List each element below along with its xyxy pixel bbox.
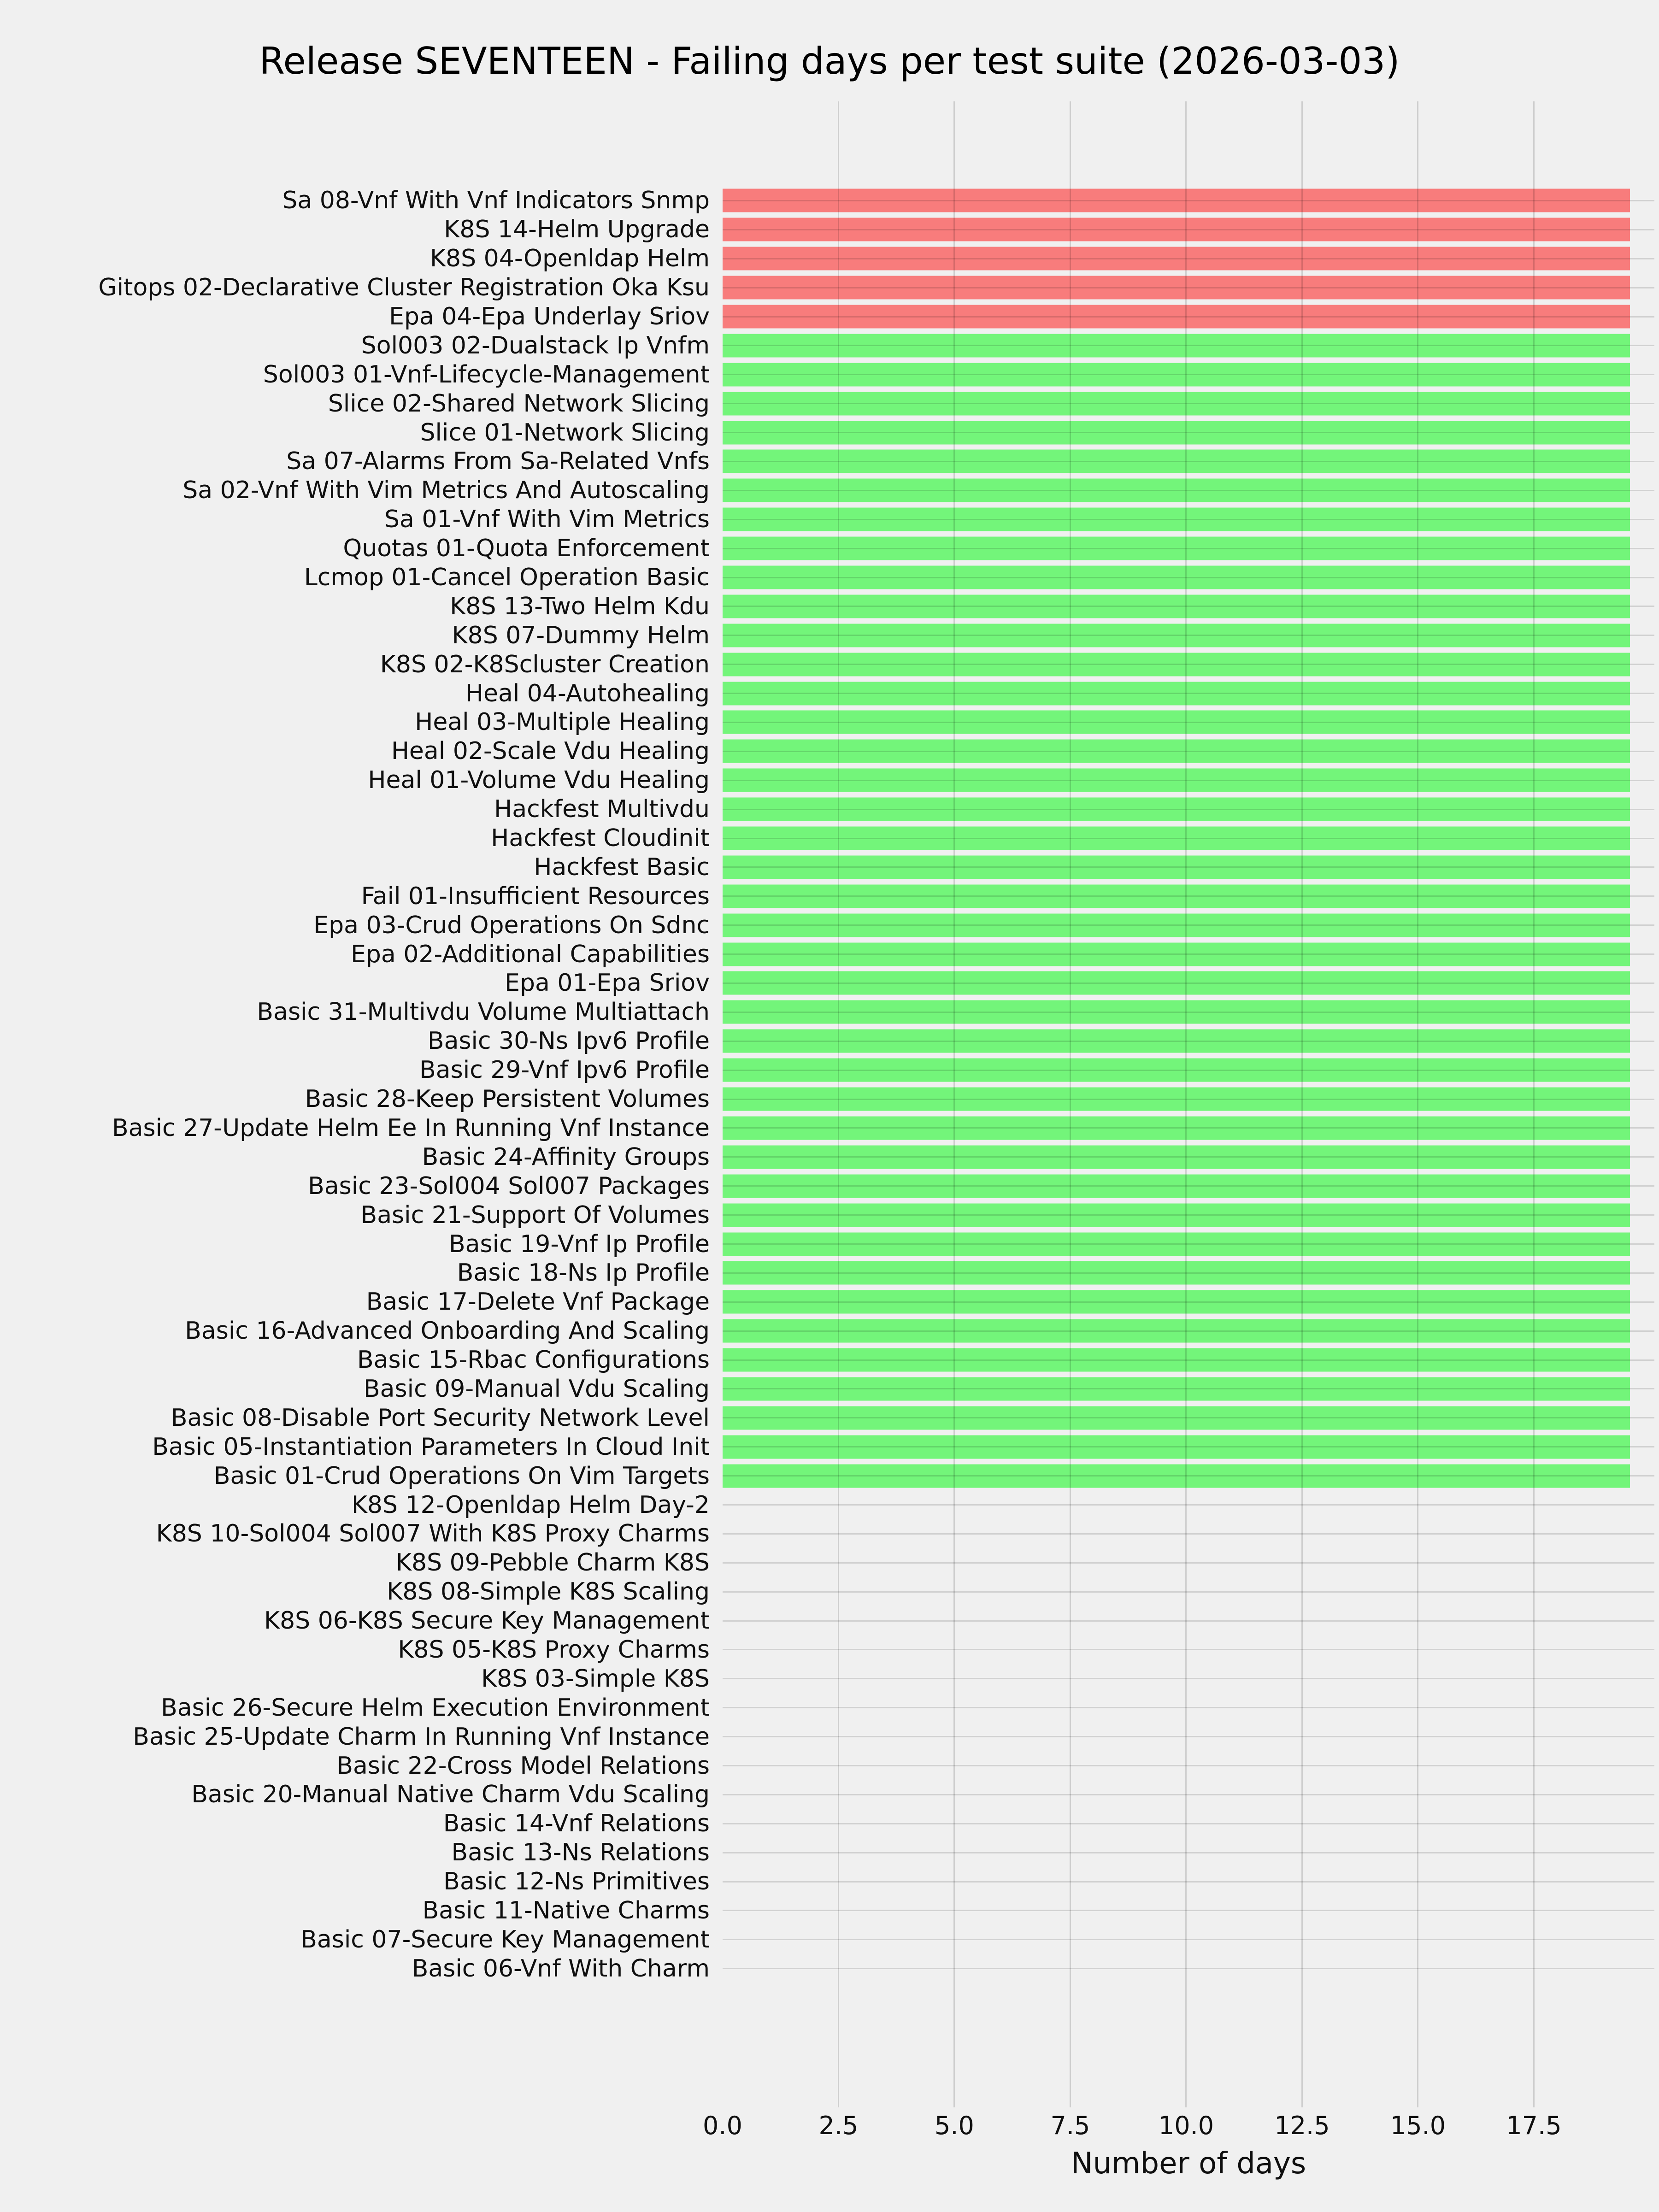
bar-track	[723, 1867, 1654, 1896]
chart-row	[0, 1317, 1659, 1346]
chart-row	[0, 1896, 1659, 1925]
row-label: K8S 08-Simple K8S Scaling	[387, 1578, 710, 1606]
row-label: Heal 04-Autohealing	[465, 679, 710, 707]
row-label: Quotas 01-Quota Enforcement	[343, 535, 710, 563]
chart-row	[0, 1259, 1659, 1288]
row-label: Basic 28-Keep Persistent Volumes	[305, 1085, 710, 1113]
passing-bar	[723, 1000, 1630, 1024]
bar-track	[723, 244, 1654, 273]
bar-track	[723, 215, 1654, 244]
chart-row	[0, 1809, 1659, 1838]
passing-bar	[723, 392, 1630, 415]
row-label: Basic 13-Ns Relations	[451, 1839, 710, 1867]
passing-bar	[723, 1088, 1630, 1111]
bar-track	[723, 1403, 1654, 1432]
bar-chart-rows	[0, 101, 1659, 2107]
row-label: Basic 07-Secure Key Management	[300, 1925, 710, 1953]
x-axis-ticks	[703, 2111, 1654, 2144]
bar-track	[723, 1606, 1654, 1635]
bar-track	[723, 1288, 1654, 1317]
passing-bar	[723, 1377, 1630, 1400]
row-label: K8S 12-Openldap Helm Day-2	[351, 1491, 710, 1519]
bar-track	[723, 1519, 1654, 1548]
bar-track	[723, 650, 1654, 679]
chart-row	[0, 621, 1659, 650]
bar-track	[723, 1751, 1654, 1780]
passing-bar	[723, 1348, 1630, 1372]
chart-row	[0, 1142, 1659, 1171]
bar-track	[723, 998, 1654, 1027]
row-label: K8S 05-K8S Proxy Charms	[398, 1635, 710, 1664]
row-label: Basic 25-Update Charm In Running Vnf Instance	[133, 1723, 710, 1751]
bar-track	[723, 360, 1654, 389]
bar-track	[723, 1722, 1654, 1751]
row-label: K8S 04-Openldap Helm	[429, 245, 710, 273]
x-tick-label: 2.5	[818, 2111, 859, 2140]
chart-row	[0, 1171, 1659, 1200]
chart-row	[0, 1403, 1659, 1432]
chart-row	[0, 1838, 1659, 1867]
row-label: K8S 02-K8Scluster Creation	[380, 650, 710, 678]
bar-track	[723, 1780, 1654, 1809]
passing-bar	[723, 594, 1630, 618]
bar-track	[723, 534, 1654, 563]
row-label: Basic 29-Vnf Ipv6 Profile	[419, 1056, 710, 1084]
row-label: Slice 02-Shared Network Slicing	[328, 389, 710, 418]
chart-row	[0, 1346, 1659, 1375]
row-label: Basic 18-Ns Ip Profile	[457, 1259, 710, 1287]
bar-track	[723, 1230, 1654, 1259]
bar-track	[723, 766, 1654, 795]
bar-track	[723, 853, 1654, 882]
bar-track	[723, 737, 1654, 766]
bar-track	[723, 679, 1654, 708]
x-tick-label: 12.5	[1274, 2111, 1330, 2140]
x-tick-label: 5.0	[935, 2111, 974, 2140]
chart-row	[0, 1693, 1659, 1722]
chart-row	[0, 1867, 1659, 1896]
passing-bar	[723, 1290, 1630, 1314]
row-label: Sa 07-Alarms From Sa-Related Vnfs	[286, 447, 710, 476]
chart-row	[0, 1027, 1659, 1056]
row-label: Basic 08-Disable Port Security Network Level	[171, 1404, 710, 1432]
passing-bar	[723, 1030, 1630, 1053]
chart-row	[0, 853, 1659, 882]
chart-row	[0, 273, 1659, 302]
row-label: Heal 03-Multiple Healing	[415, 708, 710, 736]
passing-bar	[723, 450, 1630, 473]
bar-track	[723, 302, 1654, 331]
x-tick-label: 15.0	[1390, 2111, 1446, 2140]
failing-bar	[723, 218, 1630, 241]
chart-row	[0, 1635, 1659, 1665]
row-label: K8S 13-Two Helm Kdu	[450, 592, 710, 620]
passing-bar	[723, 566, 1630, 589]
chart-row	[0, 766, 1659, 795]
row-label: Sa 08-Vnf With Vnf Indicators Snmp	[282, 187, 710, 215]
bar-track	[723, 940, 1654, 969]
row-label: Gitops 02-Declarative Cluster Registration Oka Ksu	[98, 274, 710, 302]
chart-row	[0, 708, 1659, 737]
row-label: Sa 01-Vnf With Vim Metrics	[384, 506, 710, 534]
bar-track	[723, 1664, 1654, 1693]
row-label: Basic 30-Ns Ipv6 Profile	[427, 1027, 710, 1055]
row-label: Basic 14-Vnf Relations	[443, 1810, 710, 1838]
row-label: Basic 31-Multivdu Volume Multiattach	[257, 998, 710, 1026]
row-label: Basic 26-Secure Helm Execution Environment	[161, 1694, 710, 1722]
bar-track	[723, 621, 1654, 650]
chart-row	[0, 650, 1659, 679]
chart-row	[0, 1577, 1659, 1606]
chart-row	[0, 1664, 1659, 1693]
chart-row	[0, 1954, 1659, 1983]
passing-bar	[723, 334, 1630, 357]
passing-bar	[723, 1464, 1630, 1488]
failing-bar	[723, 305, 1630, 329]
chart-row	[0, 940, 1659, 969]
passing-bar	[723, 1116, 1630, 1140]
row-label: Basic 09-Manual Vdu Scaling	[363, 1375, 710, 1403]
passing-bar	[723, 1059, 1630, 1082]
bar-track	[723, 969, 1654, 998]
bar-track	[723, 1635, 1654, 1665]
row-label: Basic 17-Delete Vnf Package	[366, 1288, 710, 1316]
plot-area	[0, 101, 1659, 2107]
row-label: Basic 01-Crud Operations On Vim Targets	[213, 1462, 710, 1490]
row-label: K8S 03-Simple K8S	[481, 1665, 710, 1693]
chart-row	[0, 186, 1659, 215]
row-label: Basic 11-Native Charms	[422, 1896, 710, 1924]
passing-bar	[723, 1319, 1630, 1343]
row-label: Slice 01-Network Slicing	[420, 418, 710, 447]
bar-track	[723, 1461, 1654, 1490]
passing-bar	[723, 971, 1630, 995]
chart-row	[0, 1432, 1659, 1461]
row-label: K8S 07-Dummy Helm	[452, 621, 710, 649]
passing-bar	[723, 913, 1630, 937]
row-label: Basic 12-Ns Primitives	[443, 1868, 710, 1896]
row-label: K8S 10-Sol004 Sol007 With K8S Proxy Charms	[156, 1520, 710, 1548]
passing-bar	[723, 884, 1630, 908]
row-label: Hackfest Basic	[534, 853, 710, 881]
row-label: Basic 06-Vnf With Charm	[412, 1954, 710, 1983]
bar-track	[723, 331, 1654, 360]
passing-bar	[723, 508, 1630, 531]
chart-row	[0, 969, 1659, 998]
chart-row	[0, 418, 1659, 447]
row-label: K8S 09-Pebble Charm K8S	[395, 1549, 710, 1577]
row-label: Sol003 02-Dualstack Ip Vnfm	[361, 331, 710, 359]
chart-row	[0, 679, 1659, 708]
x-tick-label: 10.0	[1158, 2111, 1214, 2140]
chart-row	[0, 389, 1659, 418]
chart-row	[0, 1375, 1659, 1404]
bar-track	[723, 1085, 1654, 1114]
passing-bar	[723, 1435, 1630, 1459]
row-label: Basic 21-Support Of Volumes	[360, 1201, 710, 1229]
passing-bar	[723, 363, 1630, 386]
chart-row	[0, 447, 1659, 476]
chart-row	[0, 592, 1659, 621]
row-label: Sa 02-Vnf With Vim Metrics And Autoscaling	[182, 477, 710, 505]
bar-track	[723, 389, 1654, 418]
chart-row	[0, 1722, 1659, 1751]
row-label: Fail 01-Insufficient Resources	[361, 882, 710, 910]
row-label: Epa 02-Additional Capabilities	[351, 940, 710, 968]
chart-row	[0, 1490, 1659, 1519]
bar-track	[723, 824, 1654, 853]
row-label: Basic 20-Manual Native Charm Vdu Scaling	[191, 1781, 710, 1809]
bar-track	[723, 1142, 1654, 1171]
chart-row	[0, 1085, 1659, 1114]
bar-track	[723, 1346, 1654, 1375]
bar-track	[723, 1925, 1654, 1954]
chart-row	[0, 302, 1659, 331]
passing-bar	[723, 624, 1630, 647]
passing-bar	[723, 653, 1630, 676]
x-tick-label: 17.5	[1506, 2111, 1562, 2140]
passing-bar	[723, 827, 1630, 850]
passing-bar	[723, 711, 1630, 734]
row-label: Heal 01-Volume Vdu Healing	[368, 766, 710, 794]
bar-track	[723, 1490, 1654, 1519]
bar-track	[723, 1838, 1654, 1867]
chart-row	[0, 1925, 1659, 1954]
chart-row	[0, 215, 1659, 244]
chart-row	[0, 505, 1659, 534]
passing-bar	[723, 1174, 1630, 1198]
passing-bar	[723, 682, 1630, 705]
bar-track	[723, 1317, 1654, 1346]
chart-row	[0, 795, 1659, 824]
bar-track	[723, 795, 1654, 824]
chart-row	[0, 1548, 1659, 1577]
bar-track	[723, 1896, 1654, 1925]
bar-track	[723, 1200, 1654, 1230]
passing-bar	[723, 769, 1630, 792]
bar-track	[723, 476, 1654, 505]
chart-row	[0, 1114, 1659, 1143]
passing-bar	[723, 1145, 1630, 1169]
chart-row	[0, 534, 1659, 563]
chart-row	[0, 1461, 1659, 1490]
passing-bar	[723, 537, 1630, 560]
chart-row	[0, 1230, 1659, 1259]
passing-bar	[723, 740, 1630, 763]
x-tick-label: 7.5	[1050, 2111, 1090, 2140]
bar-track	[723, 447, 1654, 476]
chart-row	[0, 824, 1659, 853]
row-label: Epa 04-Epa Underlay Sriov	[389, 303, 710, 330]
bar-track	[723, 1027, 1654, 1056]
row-label: Hackfest Cloudinit	[491, 824, 710, 853]
row-label: Sol003 01-Vnf-Lifecycle-Management	[263, 360, 710, 388]
bar-track	[723, 911, 1654, 940]
bar-track	[723, 592, 1654, 621]
row-label: Lcmop 01-Cancel Operation Basic	[304, 564, 710, 592]
passing-bar	[723, 855, 1630, 879]
row-label: Heal 02-Scale Vdu Healing	[391, 737, 710, 765]
passing-bar	[723, 1261, 1630, 1285]
row-label: Basic 15-Rbac Configurations	[357, 1346, 710, 1374]
bar-track	[723, 1809, 1654, 1838]
passing-bar	[723, 1203, 1630, 1227]
chart-row	[0, 737, 1659, 766]
chart-row	[0, 1056, 1659, 1085]
bar-track	[723, 882, 1654, 911]
failing-bar	[723, 276, 1630, 300]
bar-track	[723, 1693, 1654, 1722]
chart-row	[0, 882, 1659, 911]
passing-bar	[723, 479, 1630, 502]
row-label: Basic 22-Cross Model Relations	[336, 1752, 710, 1780]
passing-bar	[723, 1232, 1630, 1256]
bar-track	[723, 1954, 1654, 1983]
bar-track	[723, 708, 1654, 737]
row-label: Basic 05-Instantiation Parameters In Cloud Init	[152, 1433, 710, 1461]
chart-row	[0, 360, 1659, 389]
chart-row	[0, 563, 1659, 592]
row-label: Epa 03-Crud Operations On Sdnc	[313, 911, 710, 939]
bar-track	[723, 418, 1654, 447]
bar-track	[723, 1171, 1654, 1200]
passing-bar	[723, 1406, 1630, 1430]
row-label: Epa 01-Epa Sriov	[505, 969, 710, 997]
x-axis-label: Number of days	[1071, 2147, 1306, 2181]
row-label: Basic 16-Advanced Onboarding And Scaling	[185, 1317, 710, 1345]
row-label: Basic 19-Vnf Ip Profile	[448, 1230, 710, 1258]
chart-row	[0, 998, 1659, 1027]
bar-track	[723, 1056, 1654, 1085]
passing-bar	[723, 421, 1630, 444]
row-label: Basic 24-Affinity Groups	[422, 1143, 710, 1171]
chart-row	[0, 1288, 1659, 1317]
bar-track	[723, 563, 1654, 592]
chart-row	[0, 1519, 1659, 1548]
row-label: Hackfest Multivdu	[494, 795, 710, 824]
bar-track	[723, 1114, 1654, 1143]
chart-row	[0, 1200, 1659, 1230]
passing-bar	[723, 942, 1630, 966]
failing-bar	[723, 189, 1630, 212]
row-label: K8S 06-K8S Secure Key Management	[264, 1607, 710, 1635]
passing-bar	[723, 798, 1630, 821]
row-label: K8S 14-Helm Upgrade	[444, 216, 710, 244]
chart-row	[0, 476, 1659, 505]
chart-row	[0, 911, 1659, 940]
bar-track	[723, 273, 1654, 302]
chart-title: Release SEVENTEEN - Failing days per test suite (2026-03-03)	[259, 40, 1400, 82]
failing-bar	[723, 247, 1630, 271]
bar-track	[723, 1548, 1654, 1577]
bar-track	[723, 1577, 1654, 1606]
chart-row	[0, 1780, 1659, 1809]
bar-track	[723, 505, 1654, 534]
bar-track	[723, 1375, 1654, 1404]
bar-track	[723, 186, 1654, 215]
bar-track	[723, 1432, 1654, 1461]
x-tick-label: 0.0	[703, 2111, 742, 2140]
chart-row	[0, 1751, 1659, 1780]
bar-track	[723, 1259, 1654, 1288]
chart-row	[0, 244, 1659, 273]
chart-row	[0, 331, 1659, 360]
row-label: Basic 23-Sol004 Sol007 Packages	[308, 1172, 710, 1200]
chart-row	[0, 1606, 1659, 1635]
row-label: Basic 27-Update Helm Ee In Running Vnf Instance	[112, 1114, 710, 1142]
